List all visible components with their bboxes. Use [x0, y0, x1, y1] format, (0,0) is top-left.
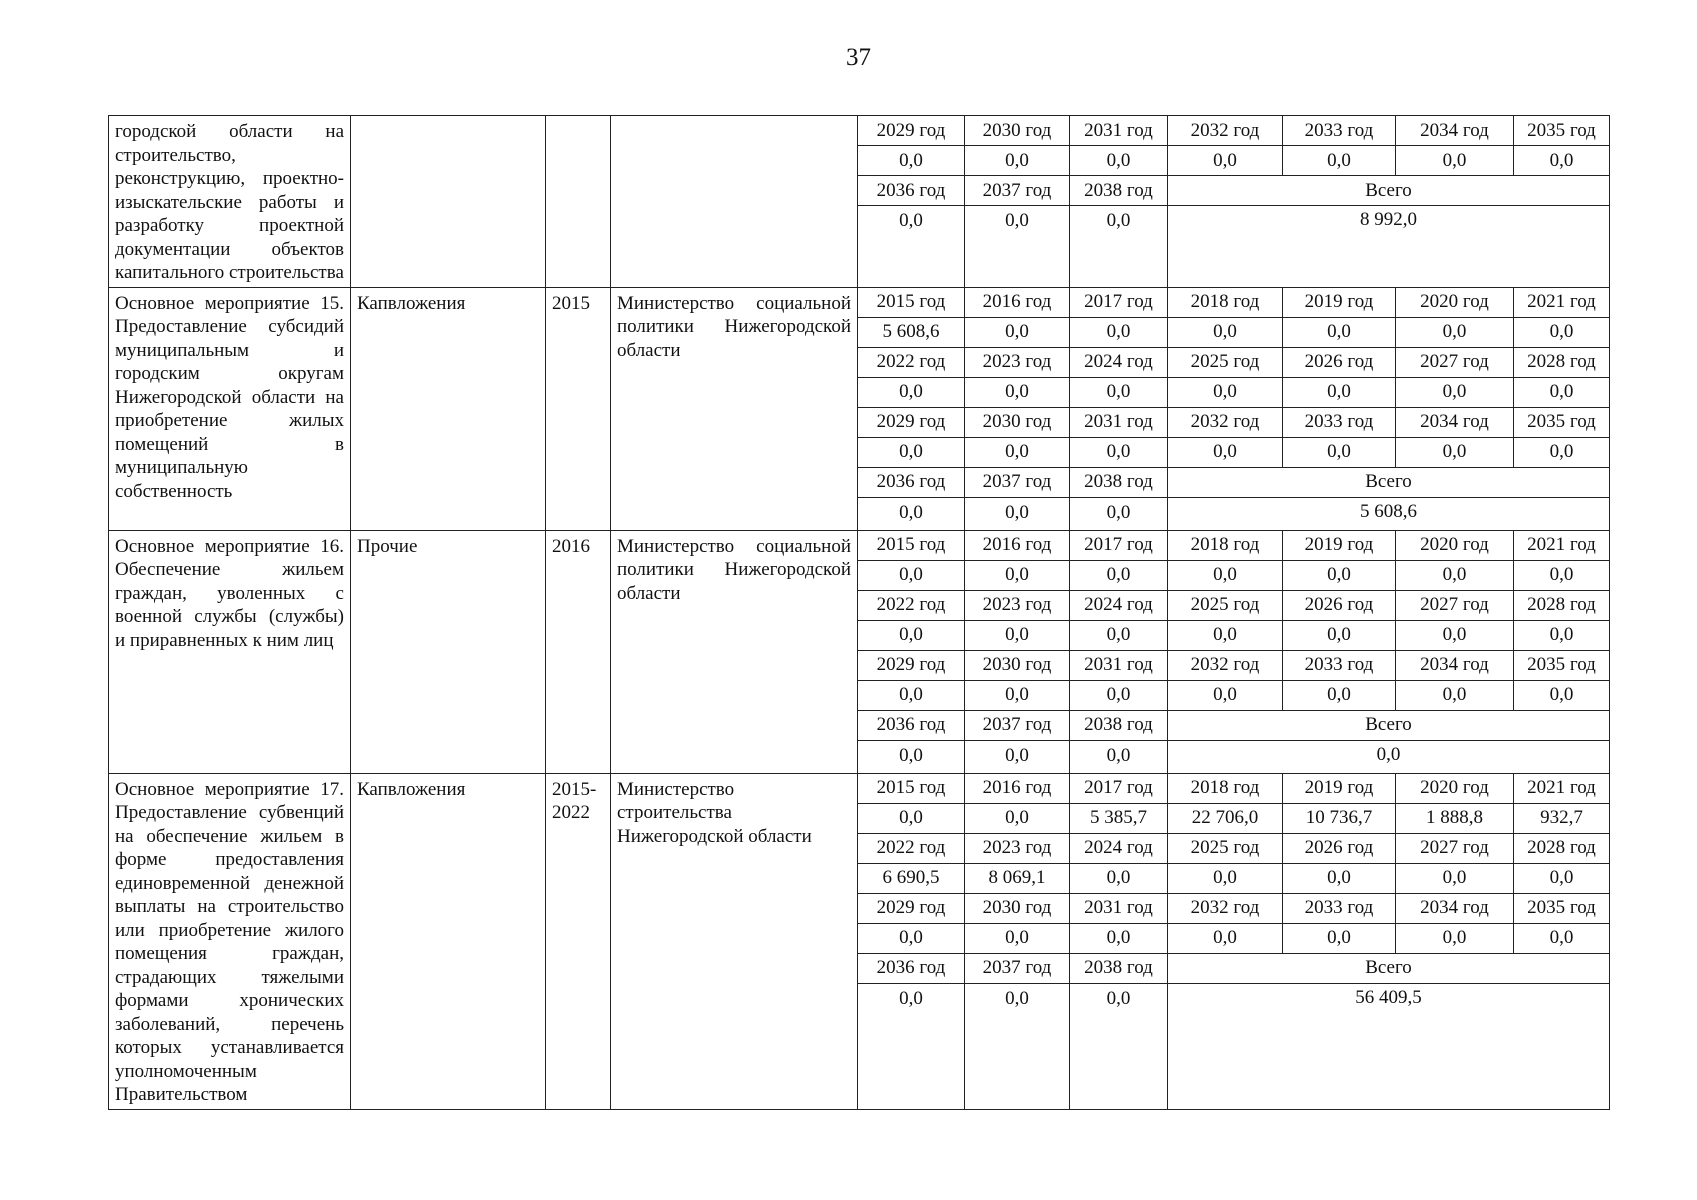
funding-value: 0,0 [858, 740, 965, 773]
funding-value: 0,0 [858, 620, 965, 650]
year-header: 2023 год [965, 347, 1070, 377]
funding-value: 0,0 [1070, 680, 1168, 710]
year-header: 2027 год [1396, 347, 1514, 377]
year-header: 2025 год [1168, 590, 1283, 620]
year-header: 2037 год [965, 467, 1070, 497]
total-label: Всего [1168, 953, 1610, 983]
total-value: 5 608,6 [1168, 497, 1610, 530]
years-row [109, 287, 1610, 317]
year-header: 2015 год [858, 287, 965, 317]
year-header: 2022 год [858, 590, 965, 620]
measure-description: городской области на строительство, реконструкцию, проектно-изыскательские работы и разработку проектной документации объектов капитального строительства [115, 121, 344, 283]
funding-value: 0,0 [965, 206, 1070, 288]
funding-value: 0,0 [1396, 146, 1514, 176]
program-funding-table [108, 115, 1610, 1110]
measure-description-cell [109, 773, 351, 1109]
funding-value: 0,0 [1070, 620, 1168, 650]
responsible-executor: Министерство социальной политики Нижегородской области [611, 287, 858, 530]
year-header: 2016 год [965, 773, 1070, 803]
year-header: 2028 год [1514, 833, 1610, 863]
year-header: 2032 год [1168, 407, 1283, 437]
funding-value: 8 069,1 [965, 863, 1070, 893]
funding-value: 0,0 [1396, 317, 1514, 347]
funding-value: 0,0 [1514, 863, 1610, 893]
year-header: 2020 год [1396, 773, 1514, 803]
year-header: 2018 год [1168, 773, 1283, 803]
year-header: 2027 год [1396, 590, 1514, 620]
funding-value: 0,0 [1070, 863, 1168, 893]
funding-value: 0,0 [1070, 146, 1168, 176]
year-header: 2015 год [858, 530, 965, 560]
funding-value: 0,0 [1396, 680, 1514, 710]
year-header: 2033 год [1283, 116, 1396, 146]
funding-value: 0,0 [965, 983, 1070, 1109]
funding-value: 0,0 [858, 680, 965, 710]
year-header: 2018 год [1168, 287, 1283, 317]
years-row [109, 530, 1610, 560]
year-header: 2034 год [1396, 116, 1514, 146]
funding-value: 0,0 [1283, 863, 1396, 893]
year-header: 2019 год [1283, 773, 1396, 803]
total-value: 0,0 [1168, 740, 1610, 773]
funding-value: 0,0 [858, 437, 965, 467]
funding-value: 0,0 [1168, 923, 1283, 953]
funding-value: 0,0 [1070, 206, 1168, 288]
funding-value: 0,0 [1396, 863, 1514, 893]
year-header: 2029 год [858, 407, 965, 437]
period-cell [546, 116, 611, 288]
total-label: Всего [1168, 710, 1610, 740]
funding-value: 0,0 [1283, 923, 1396, 953]
funding-value: 0,0 [965, 620, 1070, 650]
funding-value: 0,0 [1514, 560, 1610, 590]
year-header: 2035 год [1514, 893, 1610, 923]
funding-value: 0,0 [965, 377, 1070, 407]
year-header: 2034 год [1396, 407, 1514, 437]
measure-description-cell [109, 116, 351, 288]
funding-value: 0,0 [1070, 983, 1168, 1109]
year-header: 2021 год [1514, 287, 1610, 317]
year-header: 2037 год [965, 176, 1070, 206]
year-header: 2035 год [1514, 407, 1610, 437]
funding-value: 0,0 [1514, 923, 1610, 953]
funding-value: 0,0 [1168, 317, 1283, 347]
funding-value: 5 608,6 [858, 317, 965, 347]
year-header: 2035 год [1514, 116, 1610, 146]
funding-value: 0,0 [1070, 497, 1168, 530]
funding-value: 0,0 [1396, 560, 1514, 590]
year-header: 2038 год [1070, 176, 1168, 206]
year-header: 2030 год [965, 893, 1070, 923]
funding-value: 0,0 [1514, 437, 1610, 467]
implementation-period: 2015- 2022 [552, 778, 597, 823]
years-row [109, 773, 1610, 803]
responsible-executor [611, 116, 858, 288]
year-header: 2031 год [1070, 116, 1168, 146]
funding-value: 0,0 [1283, 680, 1396, 710]
funding-value: 0,0 [965, 317, 1070, 347]
responsible-executor: Министерство строительства Нижегородской области [611, 773, 858, 1109]
year-header: 2035 год [1514, 650, 1610, 680]
year-header: 2021 год [1514, 530, 1610, 560]
year-header: 2037 год [965, 710, 1070, 740]
funding-value: 0,0 [965, 803, 1070, 833]
year-header: 2019 год [1283, 530, 1396, 560]
year-header: 2031 год [1070, 407, 1168, 437]
funding-value: 0,0 [965, 680, 1070, 710]
year-header: 2036 год [858, 176, 965, 206]
funding-value: 0,0 [858, 923, 965, 953]
year-header: 2030 год [965, 650, 1070, 680]
year-header: 2033 год [1283, 407, 1396, 437]
funding-value: 0,0 [858, 803, 965, 833]
year-header: 2024 год [1070, 347, 1168, 377]
funding-value: 1 888,8 [1396, 803, 1514, 833]
measure-description-cell [109, 287, 351, 530]
total-value: 8 992,0 [1168, 206, 1610, 288]
year-header: 2036 год [858, 953, 965, 983]
funding-value: 0,0 [1283, 146, 1396, 176]
funding-value: 0,0 [1070, 923, 1168, 953]
funding-source: Капвложения [351, 773, 546, 1109]
funding-value: 0,0 [1070, 740, 1168, 773]
year-header: 2018 год [1168, 530, 1283, 560]
year-header: 2022 год [858, 347, 965, 377]
year-header: 2029 год [858, 893, 965, 923]
year-header: 2020 год [1396, 530, 1514, 560]
year-header: 2037 год [965, 953, 1070, 983]
year-header: 2031 год [1070, 650, 1168, 680]
funding-value: 0,0 [858, 560, 965, 590]
year-header: 2034 год [1396, 650, 1514, 680]
year-header: 2029 год [858, 116, 965, 146]
funding-value: 0,0 [1168, 377, 1283, 407]
year-header: 2026 год [1283, 833, 1396, 863]
funding-value: 0,0 [965, 923, 1070, 953]
funding-source [351, 116, 546, 288]
funding-value: 0,0 [1514, 377, 1610, 407]
funding-value: 0,0 [1283, 560, 1396, 590]
year-header: 2033 год [1283, 893, 1396, 923]
year-header: 2016 год [965, 530, 1070, 560]
year-header: 2025 год [1168, 347, 1283, 377]
year-header: 2019 год [1283, 287, 1396, 317]
year-header: 2033 год [1283, 650, 1396, 680]
funding-value: 0,0 [1168, 620, 1283, 650]
funding-value: 0,0 [858, 377, 965, 407]
year-header: 2032 год [1168, 893, 1283, 923]
funding-value: 0,0 [1168, 146, 1283, 176]
funding-value: 0,0 [965, 560, 1070, 590]
funding-value: 0,0 [1168, 863, 1283, 893]
year-header: 2032 год [1168, 116, 1283, 146]
total-value: 56 409,5 [1168, 983, 1610, 1109]
funding-value: 0,0 [858, 983, 965, 1109]
funding-value: 0,0 [1396, 923, 1514, 953]
year-header: 2038 год [1070, 467, 1168, 497]
year-header: 2032 год [1168, 650, 1283, 680]
measure-description: Основное мероприятие 15. Предоставление субсидий муниципальным и городским округам Нижегородской области на приобретение жилых помещений в муниципальную собственность [115, 292, 344, 502]
year-header: 2026 год [1283, 347, 1396, 377]
funding-value: 6 690,5 [858, 863, 965, 893]
year-header: 2030 год [965, 116, 1070, 146]
measure-description: Основное мероприятие 16. Обеспечение жильем граждан, уволенных с военной службы (службы) и приравненных к ним лиц [115, 535, 344, 651]
year-header: 2028 год [1514, 347, 1610, 377]
year-header: 2036 год [858, 467, 965, 497]
funding-value: 0,0 [1514, 680, 1610, 710]
funding-value: 22 706,0 [1168, 803, 1283, 833]
funding-value: 0,0 [1070, 377, 1168, 407]
year-header: 2027 год [1396, 833, 1514, 863]
implementation-period: 2016 [552, 535, 590, 557]
funding-value: 0,0 [965, 497, 1070, 530]
year-header: 2020 год [1396, 287, 1514, 317]
year-header: 2024 год [1070, 590, 1168, 620]
year-header: 2036 год [858, 710, 965, 740]
period-cell [546, 287, 611, 530]
year-header: 2038 год [1070, 953, 1168, 983]
year-header: 2028 год [1514, 590, 1610, 620]
funding-value: 0,0 [1283, 317, 1396, 347]
year-header: 2029 год [858, 650, 965, 680]
funding-value: 932,7 [1514, 803, 1610, 833]
year-header: 2031 год [1070, 893, 1168, 923]
funding-value: 0,0 [1283, 437, 1396, 467]
year-header: 2030 год [965, 407, 1070, 437]
funding-value: 0,0 [1514, 317, 1610, 347]
year-header: 2021 год [1514, 773, 1610, 803]
funding-value: 0,0 [1070, 437, 1168, 467]
measure-description: Основное мероприятие 17. Предоставление субвенций на обеспечение жильем в форме предоставления единовременной денежной выплаты на строительство или приобретение жилого помещения граждан, страдающих тяжелыми формами хронических заболеваний, перечень которых устанавливается уполномоченным Правительством [115, 778, 344, 1105]
funding-value: 0,0 [858, 146, 965, 176]
year-header: 2026 год [1283, 590, 1396, 620]
funding-value: 0,0 [1283, 620, 1396, 650]
funding-value: 0,0 [858, 497, 965, 530]
funding-value: 0,0 [1514, 620, 1610, 650]
year-header: 2023 год [965, 833, 1070, 863]
funding-value: 0,0 [965, 740, 1070, 773]
funding-value: 0,0 [965, 437, 1070, 467]
period-cell [546, 530, 611, 773]
year-header: 2024 год [1070, 833, 1168, 863]
responsible-executor: Министерство социальной политики Нижегородской области [611, 530, 858, 773]
funding-value: 0,0 [1283, 377, 1396, 407]
year-header: 2023 год [965, 590, 1070, 620]
total-label: Всего [1168, 467, 1610, 497]
funding-value: 0,0 [1070, 317, 1168, 347]
funding-value: 0,0 [1168, 560, 1283, 590]
year-header: 2017 год [1070, 287, 1168, 317]
years-row [109, 116, 1610, 146]
page-number: 37 [846, 44, 871, 71]
funding-value: 0,0 [858, 206, 965, 288]
year-header: 2022 год [858, 833, 965, 863]
total-label: Всего [1168, 176, 1610, 206]
implementation-period: 2015 [552, 292, 590, 314]
funding-source: Прочие [351, 530, 546, 773]
funding-value: 10 736,7 [1283, 803, 1396, 833]
funding-value: 0,0 [1396, 620, 1514, 650]
year-header: 2038 год [1070, 710, 1168, 740]
year-header: 2025 год [1168, 833, 1283, 863]
funding-value: 5 385,7 [1070, 803, 1168, 833]
funding-value: 0,0 [1514, 146, 1610, 176]
year-header: 2015 год [858, 773, 965, 803]
funding-source: Капвложения [351, 287, 546, 530]
funding-value: 0,0 [1168, 680, 1283, 710]
funding-value: 0,0 [1396, 437, 1514, 467]
year-header: 2017 год [1070, 773, 1168, 803]
funding-value: 0,0 [1396, 377, 1514, 407]
measure-description-cell [109, 530, 351, 773]
period-cell [546, 773, 611, 1109]
year-header: 2034 год [1396, 893, 1514, 923]
year-header: 2016 год [965, 287, 1070, 317]
funding-value: 0,0 [1168, 437, 1283, 467]
funding-value: 0,0 [1070, 560, 1168, 590]
funding-value: 0,0 [965, 146, 1070, 176]
year-header: 2017 год [1070, 530, 1168, 560]
